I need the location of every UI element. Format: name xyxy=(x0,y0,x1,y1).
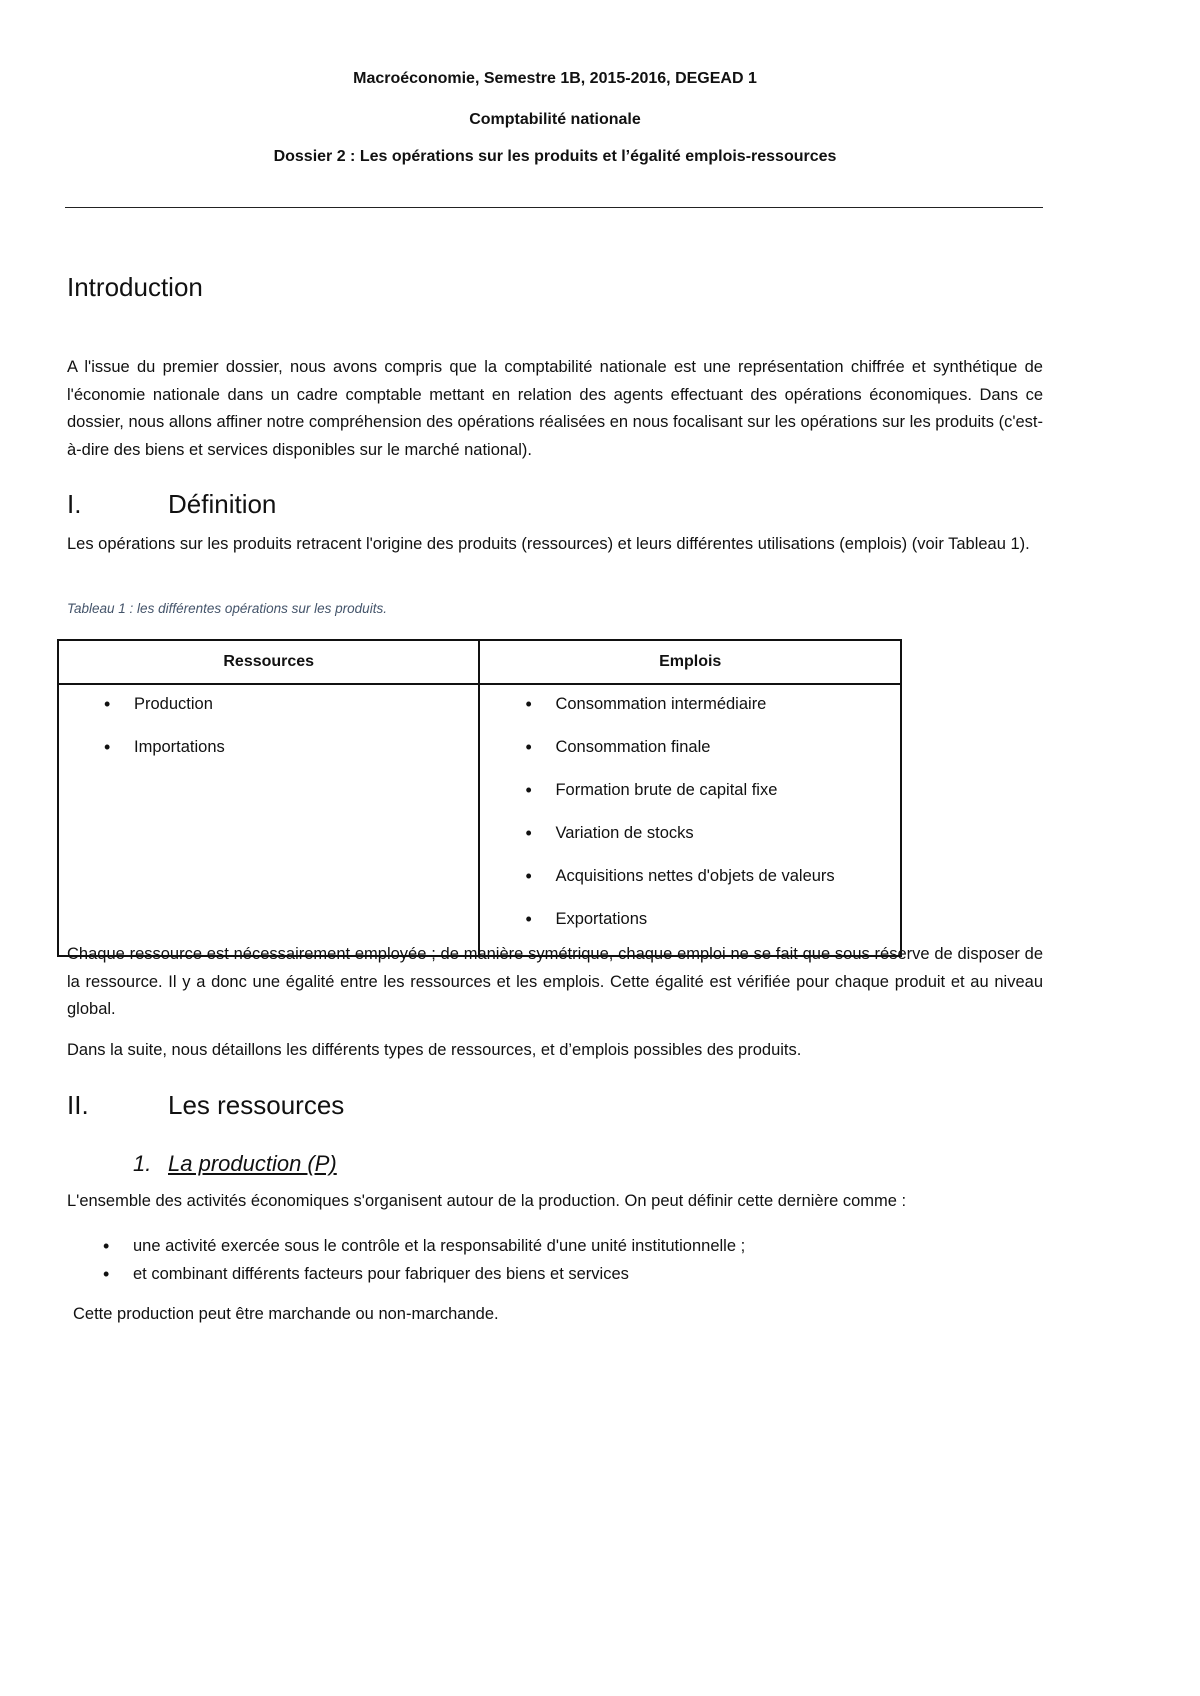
list-item: • Consommation intermédiaire xyxy=(480,689,900,732)
document-subject: Comptabilité nationale xyxy=(469,111,641,128)
subheading-text: La production (P) xyxy=(168,1151,337,1176)
heading-number: I. xyxy=(67,489,82,519)
heading-definition xyxy=(67,489,276,520)
transition-paragraph: Dans la suite, nous détaillons les différents types de ressources, et d’emplois possibles des produits. xyxy=(67,1041,802,1059)
list-item: • Formation brute de capital fixe xyxy=(480,775,900,818)
equality-paragraph: Chaque ressource est nécessairement employée ; de manière symétrique, chaque emploi ne se fait que sous réserve de disposer de la ressource. Il y a donc une égalité entre les ressources et les emplois. Cette égalité est vérifiée pour chaque produit et au niveau global. xyxy=(67,945,1043,1018)
production-paragraph: L'ensemble des activités économiques s'organisent autour de la production. On peut définir cette dernière comme : xyxy=(67,1192,907,1210)
heading-ressources xyxy=(67,1090,344,1121)
list-item: • Production xyxy=(59,689,478,732)
definition-paragraph: Les opérations sur les produits retracent l'origine des produits (ressources) et leurs différentes utilisations (emplois) (voir Tableau 1). xyxy=(67,535,1030,553)
emplois-cell xyxy=(479,684,901,956)
course-title: Macroéconomie, Semestre 1B, 2015-2016, DEGEAD 1 xyxy=(353,70,757,87)
list-item: • Exportations xyxy=(480,904,900,947)
heading-text: Les ressources xyxy=(168,1090,345,1120)
subheading-number: 1. xyxy=(133,1151,152,1176)
header-divider xyxy=(65,207,1043,208)
heading-text: Définition xyxy=(168,489,277,519)
table-header-ressources: Ressources xyxy=(58,640,479,684)
list-item: • Importations xyxy=(59,732,478,775)
heading-number: II. xyxy=(67,1090,89,1120)
intro-paragraph: A l'issue du premier dossier, nous avons compris que la comptabilité nationale est une représentation chiffrée et synthétique de l'économie nationale dans un cadre comptable mettant en relation des agents effectuant des opérations économiques. Dans ce dossier, nous allons affiner notre compréhension des opérations réalisées en nous focalisant sur les opérations sur les produits (c'est-à-dire des biens et services disponibles sur le marché national). xyxy=(67,358,1043,459)
operations-table xyxy=(57,639,902,957)
production-bullets xyxy=(67,1232,745,1288)
subheading-production xyxy=(133,1151,337,1177)
production-closing: Cette production peut être marchande ou non-marchande. xyxy=(73,1305,499,1323)
list-item: • Variation de stocks xyxy=(480,818,900,861)
list-item: • et combinant différents facteurs pour fabriquer des biens et services xyxy=(67,1260,745,1288)
list-item: • Acquisitions nettes d'objets de valeurs xyxy=(480,861,900,904)
document-title: Dossier 2 : Les opérations sur les produits et l’égalité emplois-ressources xyxy=(273,148,837,165)
list-item: • Consommation finale xyxy=(480,732,900,775)
table-caption: Tableau 1 : les différentes opérations sur les produits. xyxy=(67,601,387,616)
list-item: • une activité exercée sous le contrôle et la responsabilité d'une unité institutionnelle ; xyxy=(67,1232,745,1260)
ressources-cell xyxy=(58,684,479,956)
heading-introduction: Introduction xyxy=(67,272,203,302)
table-header-emplois: Emplois xyxy=(479,640,901,684)
